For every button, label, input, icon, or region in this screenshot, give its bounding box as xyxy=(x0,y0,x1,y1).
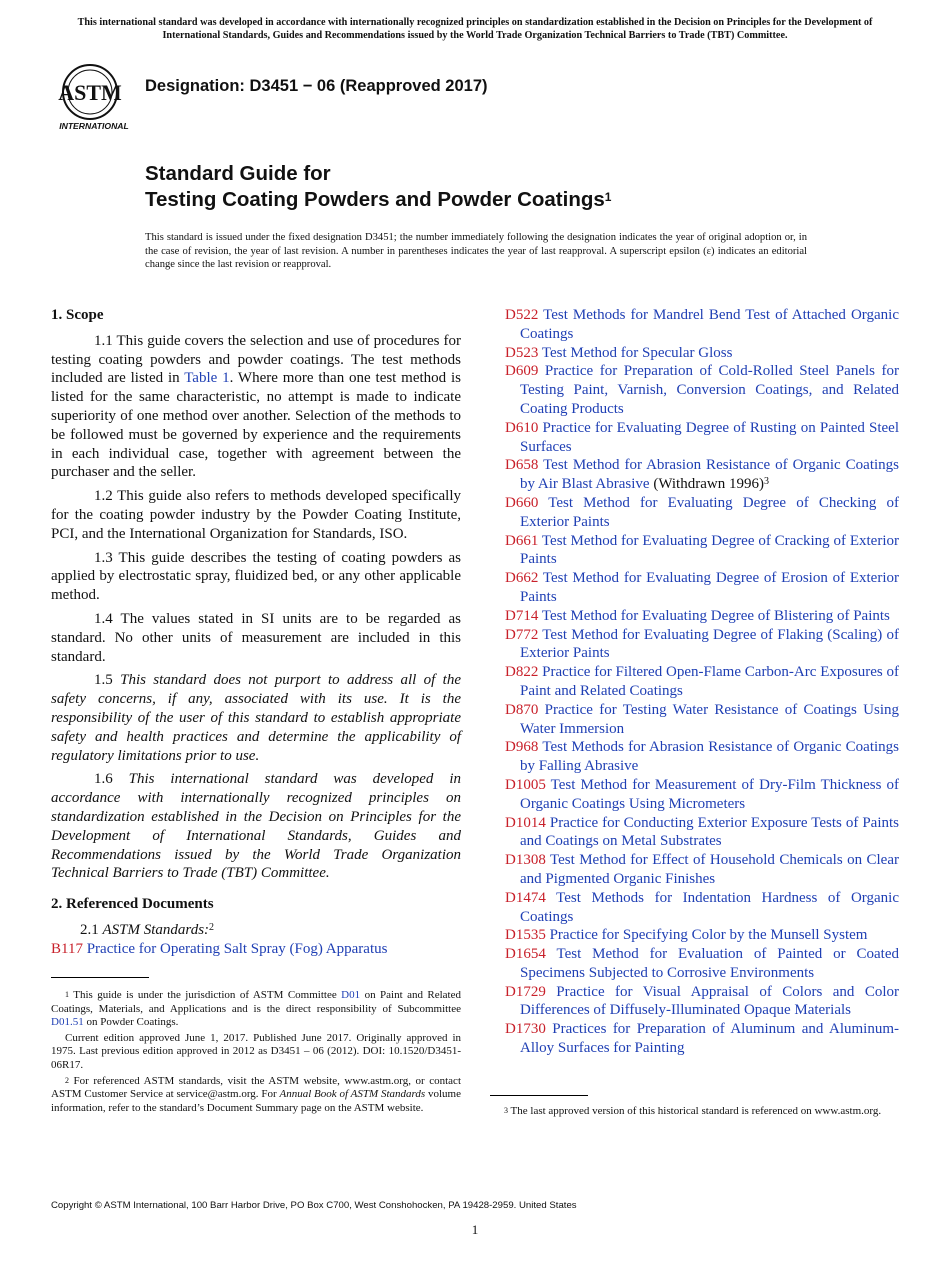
left-column xyxy=(51,306,461,959)
reference-title[interactable]: Practice for Filtered Open-Flame Carbon-Arc Exposures of Paint and Related Coatings xyxy=(520,664,900,699)
reference-d660[interactable] xyxy=(505,494,899,532)
reference-d714[interactable] xyxy=(505,607,899,626)
footnotes-right xyxy=(490,1105,899,1121)
reference-b117[interactable]: B117 Practice for Operating Salt Spray (Fog) Apparatus xyxy=(51,940,388,957)
reference-code[interactable]: D522 xyxy=(505,307,539,323)
reference-code[interactable]: D1474 xyxy=(505,889,546,906)
reference-d658[interactable] xyxy=(505,456,899,494)
reference-d772[interactable] xyxy=(505,626,899,664)
reference-title[interactable]: Test Methods for Mandrel Bend Test of Attached Organic Coatings xyxy=(520,307,899,342)
reference-title[interactable]: Practice for Evaluating Degree of Rusting on Painted Steel Surfaces xyxy=(520,419,900,455)
section-heading-referenced-documents: 2. Referenced Documents xyxy=(51,896,214,913)
reference-code[interactable]: D610 xyxy=(505,419,539,436)
reference-code[interactable]: D609 xyxy=(505,363,539,380)
reference-title[interactable]: Practices for Preparation of Aluminum and Aluminum-Alloy Surfaces for Painting xyxy=(520,1021,899,1057)
copyright-line: Copyright © ASTM International, 100 Barr Harbor Drive, PO Box C700, West Conshohocken, PA 19428-2959. United States xyxy=(51,1200,577,1211)
reference-title[interactable]: Test Methods for Abrasion Resistance of Organic Coatings by Falling Abrasive xyxy=(520,739,899,775)
reference-d610[interactable] xyxy=(505,419,899,457)
issue-note: This standard is issued under the fixed designation D3451; the number immediately following the designation indicates the year of original adoption or, in the case of revision, the year of last revision. A number in parentheses indicates the year of last reapproval. A superscript epsilon (ε) indicates an editorial change since the last revision or reapproval. xyxy=(145,232,807,271)
section-heading-scope: 1. Scope xyxy=(51,307,104,323)
reference-title[interactable]: Test Method for Effect of Household Chemicals on Clear and Pigmented Organic Finishes xyxy=(520,852,899,887)
reference-d1654[interactable] xyxy=(505,945,899,983)
footnote-divider-left xyxy=(51,977,149,978)
document-title xyxy=(145,161,611,213)
reference-code[interactable]: D870 xyxy=(505,701,539,718)
reference-d1729[interactable] xyxy=(505,983,899,1021)
title-line-1: Standard Guide for xyxy=(145,162,331,185)
reference-d870[interactable] xyxy=(505,701,899,739)
title-line-2: Testing Coating Powders and Powder Coatings$^1$ xyxy=(145,188,612,211)
reference-title[interactable]: Test Method for Evaluating Degree of Blistering of Paints xyxy=(541,607,890,624)
footnote-2: $^2$ For referenced ASTM standards, visit the ASTM website, www.astm.org, or contact ASTM Customer Service at service@astm.org. For Annual Book of ASTM Standards volume information, refer to the standard’s Document Summary page on the ASTM website. xyxy=(51,1074,461,1114)
reference-code[interactable]: D523 xyxy=(505,344,539,361)
reference-d662[interactable] xyxy=(505,569,899,607)
astm-logo-icon xyxy=(52,58,136,132)
reference-d522[interactable] xyxy=(505,306,899,344)
designation: Designation: D3451 − 06 (Reapproved 2017) xyxy=(145,77,488,95)
scope-paragraph-1-3: 1.3 This guide describes the testing of coating powders as applied by electrostatic spray, fluidized bed, or any other applicable method. xyxy=(51,549,461,604)
reference-d1308[interactable] xyxy=(505,851,899,889)
reference-title[interactable]: Test Method for Evaluating Degree of Erosion of Exterior Paints xyxy=(520,570,899,605)
reference-title[interactable]: Test Method for Abrasion Resistance of Organic Coatings by Air Blast Abrasive xyxy=(520,457,900,493)
reference-code[interactable]: D1014 xyxy=(505,814,546,831)
reference-d1005[interactable] xyxy=(505,776,899,814)
reference-title[interactable]: Practice for Visual Appraisal of Colors and Color Differences of Diffusely-Illuminated Opaque Materials xyxy=(520,983,899,1019)
reference-title[interactable]: Test Method for Evaluation of Painted or Coated Specimens Subjected to Corrosive Environments xyxy=(520,946,899,981)
reference-d1730[interactable] xyxy=(505,1020,899,1058)
table-1-link[interactable]: Table 1 xyxy=(184,370,230,387)
reference-d609[interactable] xyxy=(505,362,899,418)
reference-title[interactable]: Test Method for Evaluating Degree of Checking of Exterior Paints xyxy=(520,494,899,530)
title-footnote-marker: 1 xyxy=(604,190,612,204)
reference-d523[interactable] xyxy=(505,344,899,363)
scope-paragraph-1-4: 1.4 The values stated in SI units are to be regarded as standard. No other units of measurement are included in this standard. xyxy=(51,610,461,665)
reference-code[interactable]: D1308 xyxy=(505,852,546,869)
reference-title[interactable]: Practice for Specifying Color by the Munsell System xyxy=(549,927,868,944)
footnote-1: $^1$ This guide is under the jurisdiction of ASTM Committee D01 on Paint and Related Coatings, Materials, and Applications and is the direct responsibility of Subcommittee D01.51 on Powder Coatings. xyxy=(51,989,461,1029)
scope-paragraph-1-1: 1.1 This guide covers the selection and use of procedures for testing coating powders and powder coatings. The test methods included are listed in Table 1. Where more than one test method is listed for the same characteristic, no attempt is made to indicate superiority of one method over another. Selection of the methods to be followed must be governed by experience and the requirements in each individual case, together with agreement between the purchaser and the seller. xyxy=(51,332,462,481)
scope-paragraph-1-5: 1.5 This standard does not purport to address all of the safety concerns, if any, associated with its use. It is the responsibility of the user of this standard to establish appropriate safety and health practices and determine the applicability of regulatory limitations prior to use. xyxy=(51,672,462,764)
astm-logo xyxy=(52,58,136,132)
reference-code[interactable]: D660 xyxy=(505,494,539,511)
top-notice: This international standard was developed in accordance with internationally recognized principles on standardization established in the Decision on Principles for the Development of International Standards, Guides and Recommendations issued by the World Trade Organization Technical Barriers to Trade (TBT) Committee. xyxy=(77,17,873,41)
reference-footnote-marker: 3 xyxy=(763,476,769,488)
reference-title[interactable]: Practice for Preparation of Cold-Rolled Steel Panels for Testing Paint, Varnish, Conversion Coatings, and Related Coating Products xyxy=(520,363,900,417)
reference-code[interactable]: D1535 xyxy=(505,927,546,944)
astm-standards-subheading: 2.1 ASTM Standards:$^2$ xyxy=(80,921,215,938)
reference-d661[interactable] xyxy=(505,532,899,570)
reference-d1014[interactable] xyxy=(505,814,899,852)
reference-code[interactable]: D1729 xyxy=(505,983,546,1000)
reference-code[interactable]: D661 xyxy=(505,532,539,549)
scope-paragraph-1-6: 1.6 This international standard was developed in accordance with internationally recognized principles on standardization established in the Decision on Principles for the Development of International Standards, Guides and Recommendations issued by the World Trade Organization Technical Barriers to Trade (TBT) Committee. xyxy=(51,771,462,882)
reference-code[interactable]: D822 xyxy=(505,664,539,681)
reference-title[interactable]: Test Method for Specular Gloss xyxy=(541,344,733,361)
reference-code[interactable]: D1654 xyxy=(505,946,546,963)
reference-code[interactable]: D1005 xyxy=(505,776,546,793)
scope-paragraph-1-2: 1.2 This guide also refers to methods developed specifically for the coating powder industry by the Powder Coating Institute, PCI, and the International Organization for Standards, ISO. xyxy=(51,488,461,542)
reference-d968[interactable] xyxy=(505,738,899,776)
reference-title[interactable]: Test Method for Evaluating Degree of Flaking (Scaling) of Exterior Paints xyxy=(520,626,899,662)
page-number: 1 xyxy=(471,1222,479,1237)
right-column xyxy=(505,306,899,1058)
reference-title[interactable]: Practice for Conducting Exterior Exposure Tests of Paints and Coatings on Metal Substrates xyxy=(520,814,900,850)
reference-code[interactable]: D662 xyxy=(505,570,539,587)
reference-title[interactable]: Test Method for Measurement of Dry-Film Thickness of Organic Coatings Using Micrometers xyxy=(520,776,899,812)
reference-note: (Withdrawn 1996) xyxy=(649,476,764,493)
reference-title[interactable]: Test Methods for Indentation Hardness of Organic Coatings xyxy=(520,889,900,925)
footnote-3: $^3$ The last approved version of this historical standard is referenced on www.astm.org. xyxy=(504,1105,882,1117)
footnotes-left xyxy=(51,989,461,1117)
committee-d01-link[interactable]: D01 xyxy=(341,989,361,1001)
reference-title[interactable]: Test Method for Evaluating Degree of Cracking of Exterior Paints xyxy=(520,532,899,568)
reference-code[interactable]: D714 xyxy=(505,607,539,624)
reference-code[interactable]: D1730 xyxy=(505,1021,546,1038)
reference-d1535[interactable] xyxy=(505,926,899,945)
reference-d822[interactable] xyxy=(505,663,899,701)
reference-code[interactable]: D658 xyxy=(505,457,539,474)
subcommittee-d01-51-link[interactable]: D01.51 xyxy=(51,1016,84,1029)
reference-d1474[interactable] xyxy=(505,889,899,927)
reference-code[interactable]: D772 xyxy=(505,626,539,643)
reference-title[interactable]: Practice for Testing Water Resistance of Coatings Using Water Immersion xyxy=(520,701,899,737)
logo-subtitle: INTERNATIONAL xyxy=(59,121,129,131)
logo-letters: ASTM xyxy=(58,80,122,105)
footnote-1-edition: Current edition approved June 1, 2017. Published June 2017. Originally approved in 1975. Last previous edition approved in 2012 as D3451 – 06 (2012). DOI: 10.1520/D3451-06R17. xyxy=(51,1031,461,1071)
reference-code[interactable]: D968 xyxy=(505,739,539,756)
footnote-divider-right xyxy=(490,1095,588,1096)
